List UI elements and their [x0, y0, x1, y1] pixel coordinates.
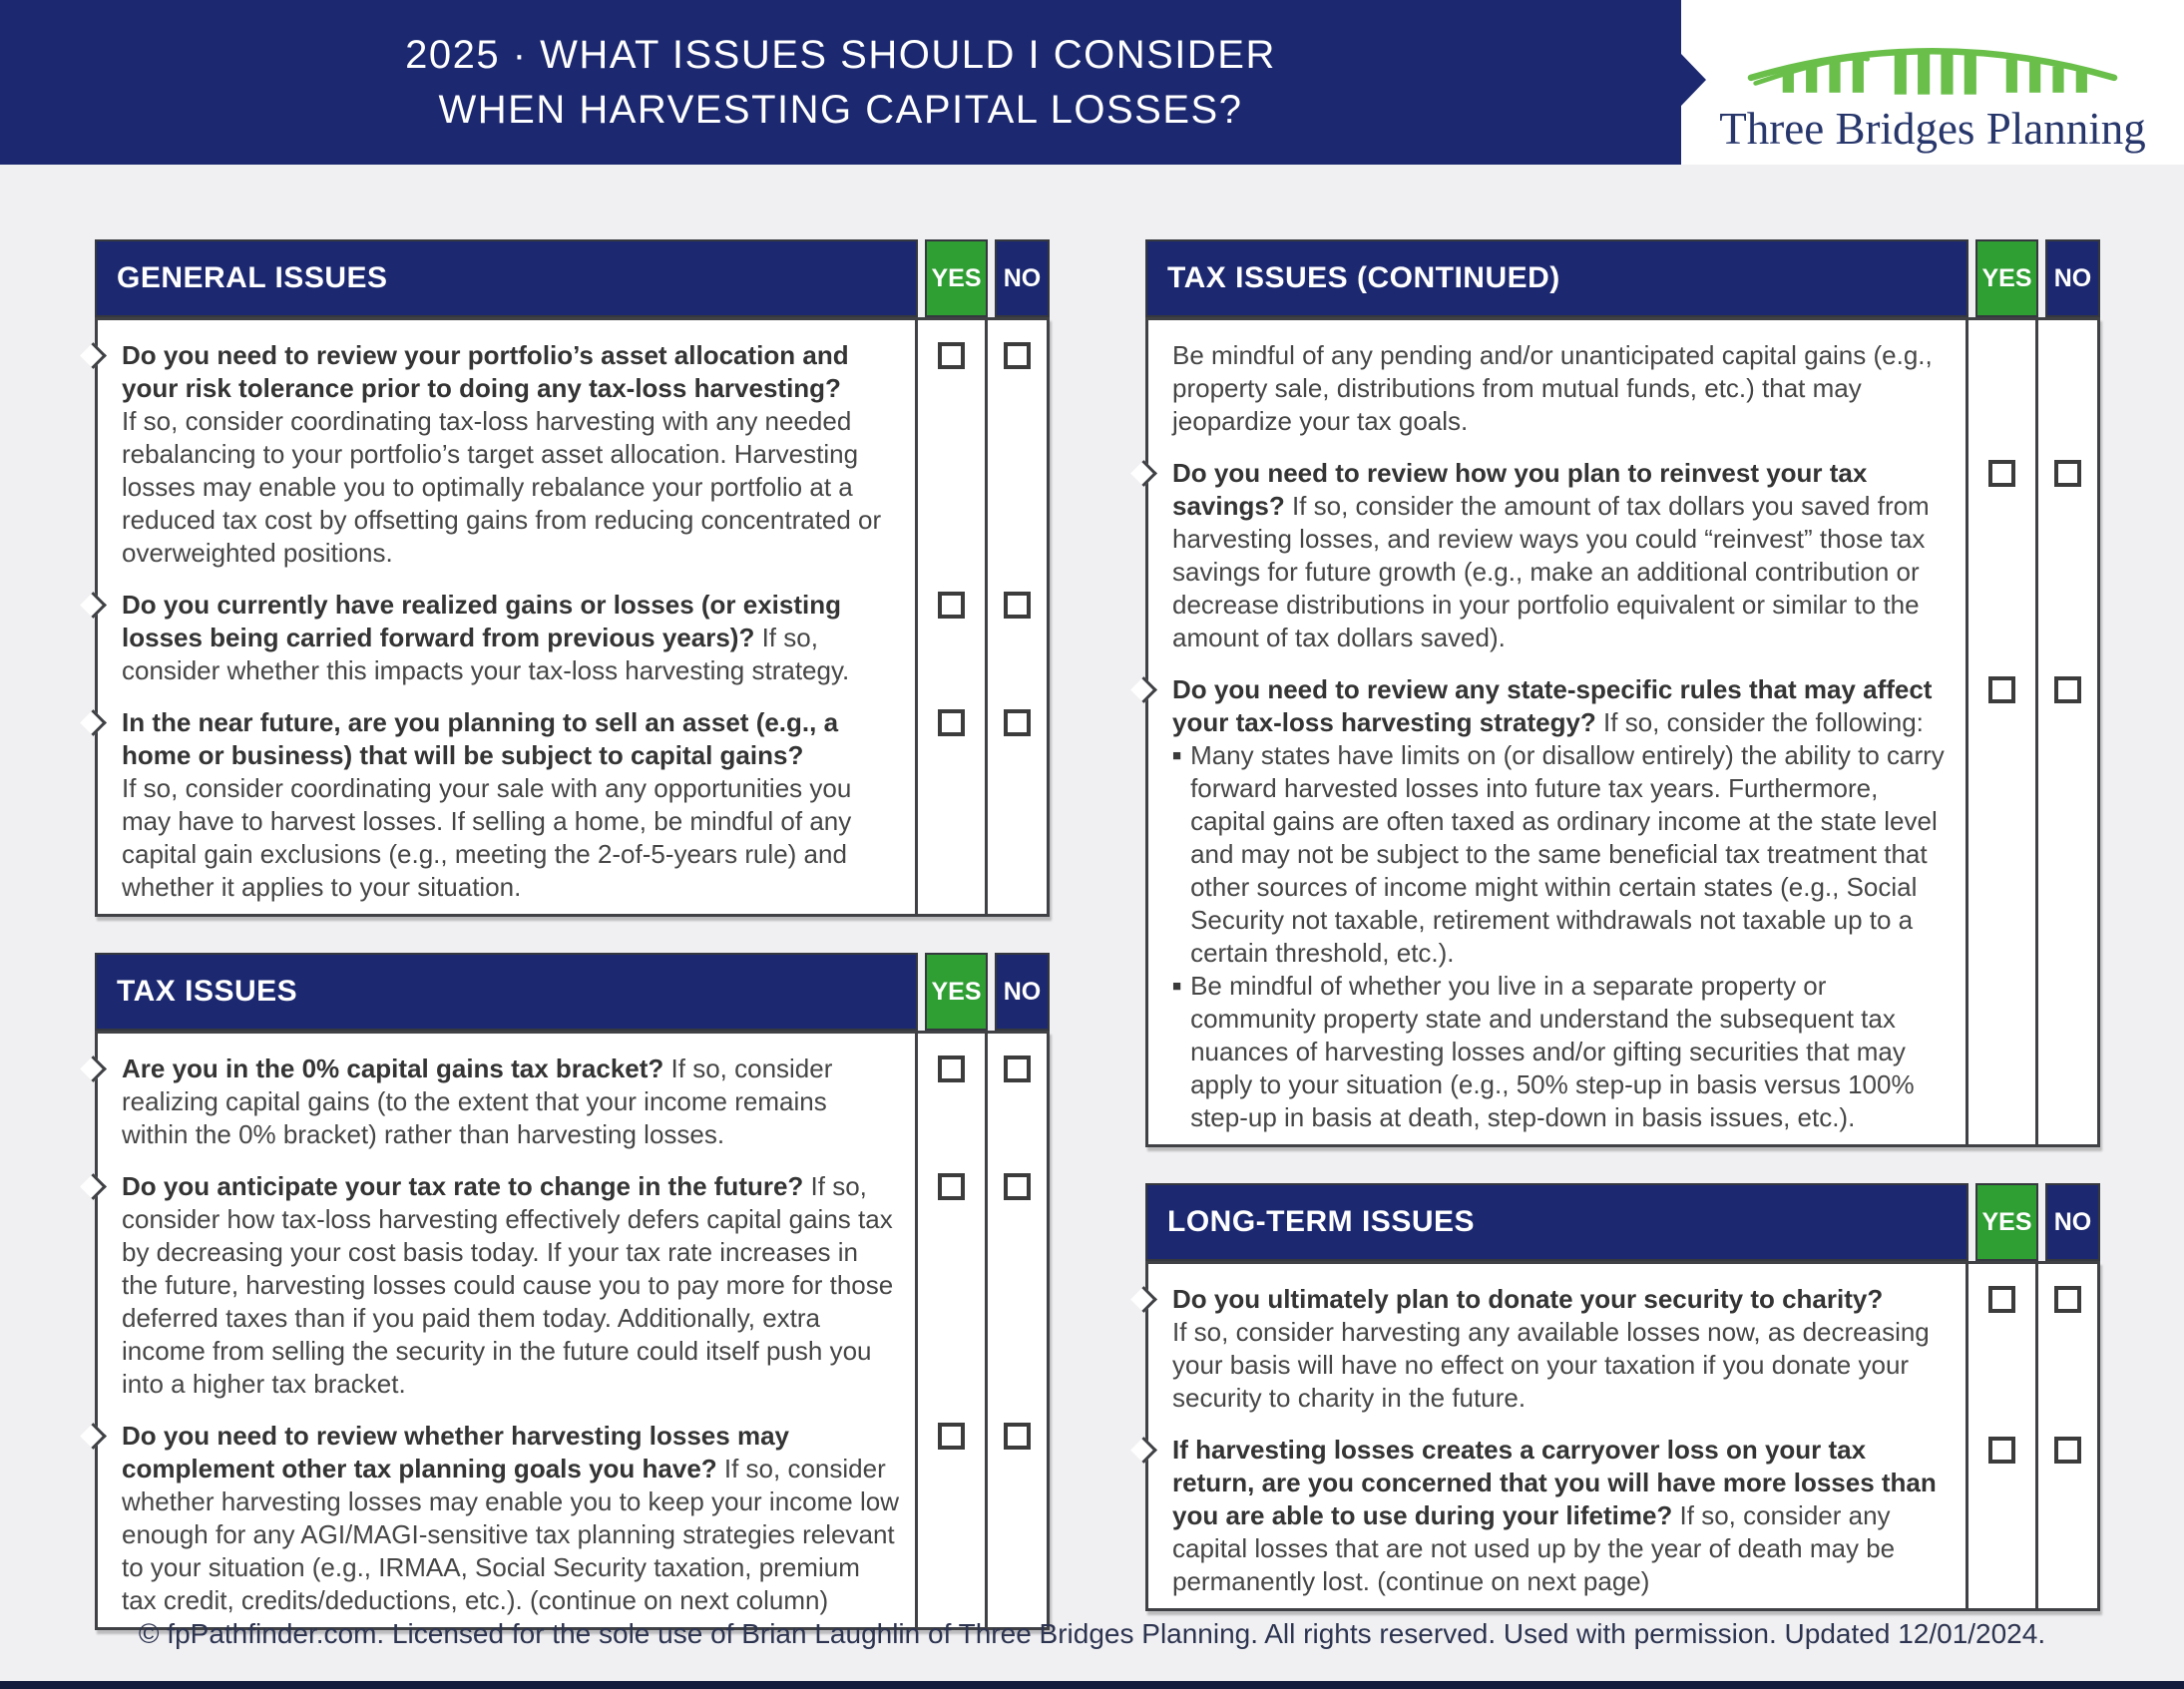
question-text-cell	[1148, 664, 1966, 1144]
question-row	[1148, 448, 2097, 664]
question-detail: If so, consider the amount of tax dollars you saved from harvesting losses, and review ways you could “reinvest” those tax savings for future growth (e.g., make an additional contribution or decrease distributions in your portfolio equivalent or similar to the amount of tax dollars saved).	[1172, 491, 1930, 652]
no-checkbox[interactable]	[1004, 709, 1031, 736]
continuation-row	[1148, 320, 2097, 448]
yes-cell	[1966, 1425, 2035, 1608]
question-detail: If so, consider coordinating tax-loss harvesting with any needed rebalancing to your portfolio’s target asset allocation. Harvesting losses may enable you to optimally rebalance your portfolio at a reduced tax cost by offsetting gains from reducing concentrated or overweighted positions.	[122, 406, 882, 568]
section-title: TAX ISSUES (CONTINUED)	[1145, 239, 1968, 317]
question-bold: Do you need to review how you plan to reinvest your tax savings?	[1172, 458, 1868, 521]
yes-checkbox[interactable]	[938, 1173, 965, 1200]
section-header	[95, 953, 1050, 1031]
chevron-icon	[80, 1173, 107, 1200]
chevron-icon	[1130, 1437, 1157, 1464]
yes-checkbox[interactable]	[938, 709, 965, 736]
no-checkbox[interactable]	[1004, 1056, 1031, 1082]
question-row	[98, 1161, 1047, 1411]
no-cell	[985, 1161, 1047, 1411]
yes-checkbox[interactable]	[1988, 460, 2015, 487]
bullet-text: Be mindful of whether you live in a separate property or community property state and understand the subsequent tax nuances of harvesting losses and/or gifting securities that may apply to your situation (e.g., 50% step-up in basis versus 100% step-up in basis at death, step-down in basis issues, etc.).	[1190, 971, 1915, 1132]
yes-cell	[915, 697, 985, 914]
yes-checkbox[interactable]	[938, 342, 965, 369]
question-text-cell	[1148, 1264, 1966, 1425]
left-column	[95, 239, 1050, 1630]
question-text-cell	[98, 320, 915, 580]
brand-box	[1681, 0, 2184, 165]
no-checkbox[interactable]	[1004, 592, 1031, 619]
yes-cell	[1966, 1264, 2035, 1425]
yes-column-header: YES	[1975, 239, 2038, 317]
top-banner	[0, 0, 1681, 165]
question-bold: If harvesting losses creates a carryover loss on your tax return, are you concerned that you will have more losses than you are able to use during your lifetime?	[1172, 1435, 1937, 1530]
section-header	[1145, 239, 2100, 317]
yes-cell	[1966, 664, 2035, 1144]
question-row	[98, 697, 1047, 914]
yes-cell	[915, 1411, 985, 1627]
yes-checkbox[interactable]	[1988, 1437, 2015, 1464]
question-row	[98, 580, 1047, 697]
section-long-term-issues	[1145, 1183, 2100, 1611]
chevron-icon	[80, 342, 107, 369]
section-tax-issues-continued	[1145, 239, 2100, 1147]
chevron-icon	[80, 592, 107, 619]
question-bold: Do you anticipate your tax rate to change in the future?	[122, 1171, 804, 1201]
yes-column-header: YES	[1975, 1183, 2038, 1261]
footer-license-text: © fpPathfinder.com. Licensed for the sole use of Brian Laughlin of Three Bridges Planning. All rights reserved. Used with permission. Updated 12/01/2024.	[138, 1618, 2046, 1649]
question-detail: If so, consider how tax-loss harvesting effectively defers capital gains tax by decreasing your cost basis today. If your tax rate increases in the future, harvesting losses could cause you to pay more for those deferred taxes than if you paid them today. Additionally, extra income from selling the security in the future could itself push you into a higher tax bracket.	[122, 1171, 894, 1399]
no-column-header: NO	[2045, 239, 2100, 317]
question-text-cell	[1148, 448, 1966, 664]
section-body	[95, 1031, 1050, 1630]
question-detail: If so, consider harvesting any available losses now, as decreasing your basis will have no effect on your taxation if you donate your security to charity in the future.	[1172, 1317, 1930, 1413]
question-bold: Do you need to review whether harvesting losses may complement other tax planning goals you have?	[122, 1421, 789, 1483]
bullet-text: Many states have limits on (or disallow entirely) the ability to carry forward harvested losses into future tax years. Furthermore, capital gains are often taxed as ordinary income at the state level and may not be subject to the same beneficial tax treatment that other sources of income might within certain states (e.g., Social Security not taxable, retirement withdrawals not taxable up to a certain threshold, etc.).	[1190, 740, 1945, 968]
question-row	[1148, 1425, 2097, 1608]
chevron-icon	[80, 709, 107, 736]
chevron-icon	[1130, 676, 1157, 703]
no-cell	[2035, 448, 2097, 664]
bullet-list	[1172, 739, 1950, 1134]
question-text-cell	[98, 580, 915, 697]
no-cell	[2035, 664, 2097, 1144]
yes-checkbox[interactable]	[1988, 1286, 2015, 1313]
section-title: TAX ISSUES	[95, 953, 918, 1031]
no-checkbox[interactable]	[1004, 1423, 1031, 1450]
yes-cell	[915, 1034, 985, 1161]
no-column-header: NO	[995, 239, 1050, 317]
question-text-cell	[1148, 320, 1966, 448]
bullet-item	[1172, 970, 1950, 1134]
chevron-icon	[1130, 460, 1157, 487]
no-cell	[985, 697, 1047, 914]
no-cell	[985, 320, 1047, 580]
no-cell	[985, 580, 1047, 697]
section-body	[1145, 317, 2100, 1147]
no-cell	[985, 1411, 1047, 1627]
section-header	[95, 239, 1050, 317]
yes-cell	[915, 1161, 985, 1411]
question-bold: Are you in the 0% capital gains tax bracket?	[122, 1054, 664, 1083]
section-title: GENERAL ISSUES	[95, 239, 918, 317]
section-title: LONG-TERM ISSUES	[1145, 1183, 1968, 1261]
yes-cell	[915, 320, 985, 580]
no-checkbox[interactable]	[2054, 676, 2081, 703]
bullet-square-icon: ■	[1172, 978, 1182, 995]
question-bold: Do you ultimately plan to donate your security to charity?	[1172, 1284, 1884, 1314]
yes-checkbox[interactable]	[1988, 676, 2015, 703]
chevron-icon	[80, 1423, 107, 1450]
no-checkbox[interactable]	[1004, 1173, 1031, 1200]
section-general-issues	[95, 239, 1050, 917]
page-title-line2: WHEN HARVESTING CAPITAL LOSSES?	[438, 87, 1243, 132]
no-cell	[985, 1034, 1047, 1161]
question-bold: In the near future, are you planning to sell an asset (e.g., a home or business) that will be subject to capital gains?	[122, 707, 839, 770]
no-column-header: NO	[995, 953, 1050, 1031]
yes-checkbox[interactable]	[938, 1423, 965, 1450]
no-cell	[2035, 1264, 2097, 1425]
question-row	[98, 1034, 1047, 1161]
no-checkbox[interactable]	[2054, 1286, 2081, 1313]
question-row	[1148, 664, 2097, 1144]
yes-checkbox[interactable]	[938, 592, 965, 619]
page-title	[405, 28, 1276, 138]
question-detail: If so, consider any capital losses that are not used up by the year of death may be permanently lost. (continue on next page)	[1172, 1500, 1896, 1596]
yes-cell	[1966, 448, 2035, 664]
yes-checkbox[interactable]	[938, 1056, 965, 1082]
section-tax-issues	[95, 953, 1050, 1630]
question-detail: If so, consider whether this impacts your tax-loss harvesting strategy.	[122, 623, 850, 685]
page-title-line1: 2025 · WHAT ISSUES SHOULD I CONSIDER	[405, 32, 1276, 77]
no-column-header: NO	[2045, 1183, 2100, 1261]
section-body	[95, 317, 1050, 917]
bridge-logo-icon	[1733, 20, 2132, 109]
no-checkbox[interactable]	[2054, 1437, 2081, 1464]
no-checkbox[interactable]	[1004, 342, 1031, 369]
section-body	[1145, 1261, 2100, 1611]
no-cell	[2035, 1425, 2097, 1608]
yes-column-header: YES	[925, 953, 988, 1031]
continuation-text: Be mindful of any pending and/or unanticipated capital gains (e.g., property sale, distributions from mutual funds, etc.) that may jeopardize your tax goals.	[1172, 340, 1933, 436]
brand-name: Three Bridges Planning	[1719, 104, 2146, 154]
bullet-item	[1172, 739, 1950, 970]
no-checkbox[interactable]	[2054, 460, 2081, 487]
yes-column-header: YES	[925, 239, 988, 317]
question-detail: If so, consider coordinating your sale with any opportunities you may have to harvest losses. If selling a home, be mindful of any capital gain exclusions (e.g., meeting the 2-of-5-years rule) and whether it applies to your situation.	[122, 773, 852, 902]
question-row	[98, 320, 1047, 580]
question-row	[98, 1411, 1047, 1627]
no-cell	[2035, 320, 2097, 448]
question-text-cell	[98, 697, 915, 914]
chevron-icon	[1130, 1286, 1157, 1313]
question-text-cell	[1148, 1425, 1966, 1608]
question-bold: Do you need to review any state-specific rules that may affect your tax-loss harvesting strategy?	[1172, 674, 1933, 737]
question-bold: Do you currently have realized gains or losses (or existing losses being carried forward from previous years)?	[122, 590, 842, 652]
yes-cell	[1966, 320, 2035, 448]
question-text-cell	[98, 1161, 915, 1411]
question-text-cell	[98, 1411, 915, 1627]
right-column	[1145, 239, 2100, 1611]
chevron-icon	[80, 1056, 107, 1082]
question-row	[1148, 1264, 2097, 1425]
yes-cell	[915, 580, 985, 697]
question-detail: If so, consider the following:	[1603, 707, 1924, 737]
bottom-accent-bar	[0, 1681, 2184, 1689]
question-bold: Do you need to review your portfolio’s asset allocation and your risk tolerance prior to doing any tax-loss harvesting?	[122, 340, 849, 403]
banner-arrow-notch	[1681, 54, 1706, 106]
bullet-square-icon: ■	[1172, 747, 1182, 764]
question-detail: If so, consider whether harvesting losses may enable you to keep your income low enough for any AGI/MAGI-sensitive tax planning strategies relevant to your situation (e.g., IRMAA, Social Security taxation, premium tax credit, credits/deductions, etc.). (continue on next column)	[122, 1454, 899, 1615]
question-detail: If so, consider realizing capital gains (to the extent that your income remains within the 0% bracket) rather than harvesting losses.	[122, 1054, 833, 1149]
section-header	[1145, 1183, 2100, 1261]
question-text-cell	[98, 1034, 915, 1161]
